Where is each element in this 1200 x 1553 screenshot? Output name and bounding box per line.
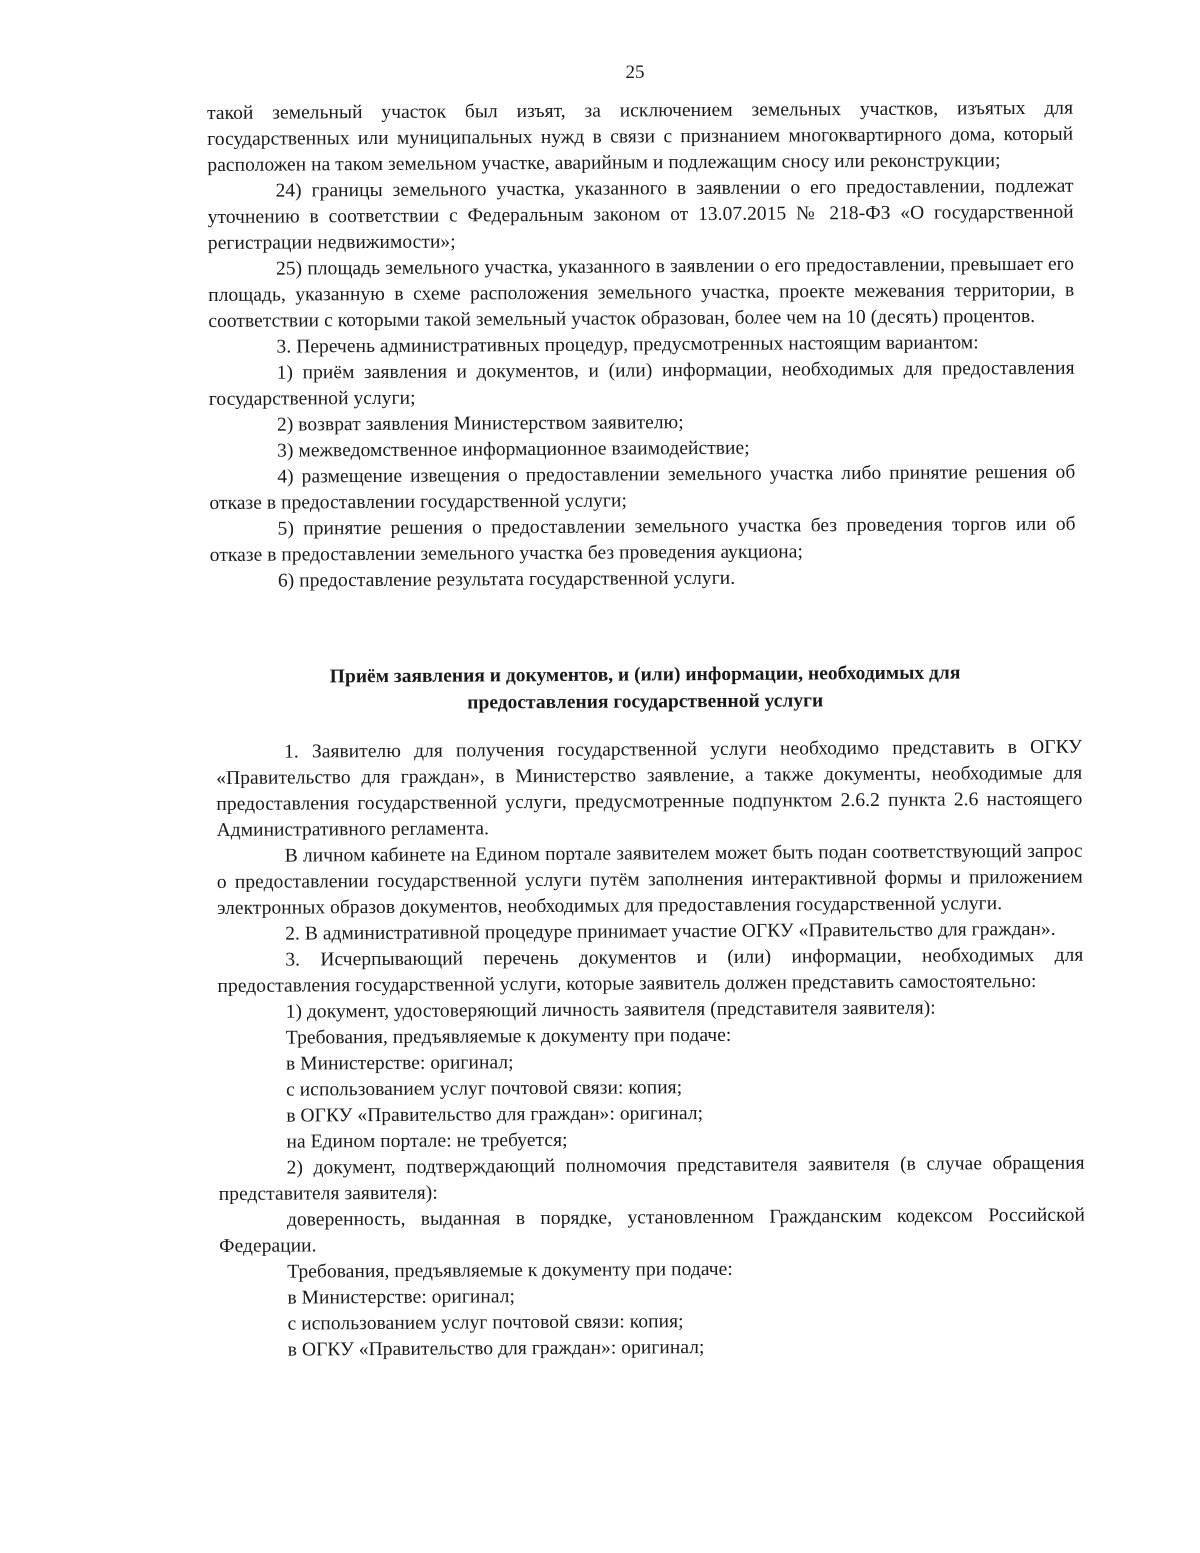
section-list-of-refusals — [207, 96, 1076, 595]
list-item: 2) документ, подтверждающий полномочия представителя заявителя (в случае обращения представителя заявителя): — [218, 1152, 1085, 1205]
list-item: 6) предоставление результата государственной услуги. — [277, 567, 736, 592]
paragraph: 24) границы земельного участка, указанного в заявлении о его предоставлении, подлежат уточнению в соответствии с Федеральным законом от 13.07.2015 № 218-ФЗ «О государственной регистрации недвижимости»; — [207, 175, 1074, 254]
list-item: 1) приём заявления и документов, и (или) информации, необходимых для предоставления государственной услуги; — [208, 357, 1075, 410]
list-item: 2) возврат заявления Министерством заявителю; — [276, 412, 684, 436]
heading-line-1: Приём заявления и документов, и (или) информации, необходимых для — [329, 662, 961, 688]
paragraph: 3. Перечень административных процедур, предусмотренных настоящим вариантом: — [276, 332, 979, 358]
list-item: 4) размещение извещения о предоставлении земельного участка либо принятие решения об отказе в предоставлении государственной услуги; — [209, 461, 1076, 514]
paragraph: 2. В административной процедуре принимает участие ОГКУ «Правительство для граждан». — [285, 918, 1056, 945]
paragraph: 25) площадь земельного участка, указанного в заявлении о его предоставлении, превышает его площадь, указанную в схеме расположения земельного участка, проекте межевания территории, в соответствии с которыми такой земельный участок образован, более чем на 10 (десять) процентов. — [208, 253, 1075, 332]
list-item: доверенность, выданная в порядке, установленном Гражданским кодексом Российской Федерации. — [219, 1204, 1085, 1257]
list-item: Требования, предъявляемые к документу при подаче: — [285, 1024, 732, 1049]
list-item: с использованием услуг почтовой связи: копия; — [286, 1077, 683, 1101]
list-item: на Едином портале: не требуется; — [286, 1129, 568, 1153]
paragraph: 1. Заявителю для получения государственной услуги необходимо представить в ОГКУ «Правительство для граждан», в Министерство заявление, а также документы, необходимые для предоставления государственной услуги, предусмотренные подпунктом 2.6.2 пункта 2.6 настоящего Административного регламента. — [216, 736, 1083, 841]
list-item: с использованием услуг почтовой связи: копия; — [287, 1311, 684, 1335]
list-item: Требования, предъявляемые к документу при подаче: — [287, 1258, 733, 1283]
section-heading — [230, 659, 1060, 718]
section-application-intake — [216, 735, 1086, 1364]
page-number: 25 — [625, 62, 645, 83]
list-item: в ОГКУ «Правительство для граждан»: оригинал; — [286, 1103, 704, 1127]
list-item: 5) принятие решения о предоставлении земельного участка без проведения торгов или об отказе в предоставлении земельного участка без проведения аукциона; — [209, 513, 1076, 566]
paragraph: В личном кабинете на Едином портале заявителем может быть подан соответствующий запрос о предоставлении государственной услуги путём заполнения интерактивной формы и приложением электронных образов документов, необходимых для предоставления государственной услуги. — [216, 840, 1083, 919]
list-item: в Министерстве: оригинал; — [287, 1286, 516, 1309]
paragraph: такой земельный участок был изъят, за исключением земельных участков, изъятых для государственных или муниципальных нужд в связи с признанием многоквартирного дома, который расположен на таком земельном участке, аварийным и подлежащим сносу или реконструкции; — [207, 97, 1074, 176]
list-item: в Министерстве: оригинал; — [285, 1052, 514, 1075]
heading-line-2: предоставления государственной услуги — [467, 690, 824, 714]
list-item: 3) межведомственное информационное взаимодействие; — [277, 437, 750, 462]
list-item: в ОГКУ «Правительство для граждан»: оригинал; — [287, 1337, 705, 1361]
paragraph: 3. Исчерпывающий перечень документов и (или) информации, необходимых для предоставления государственной услуги, которые заявитель должен представить самостоятельно: — [217, 944, 1084, 997]
list-item: 1) документ, удостоверяющий личность заявителя (представителя заявителя): — [285, 997, 936, 1023]
